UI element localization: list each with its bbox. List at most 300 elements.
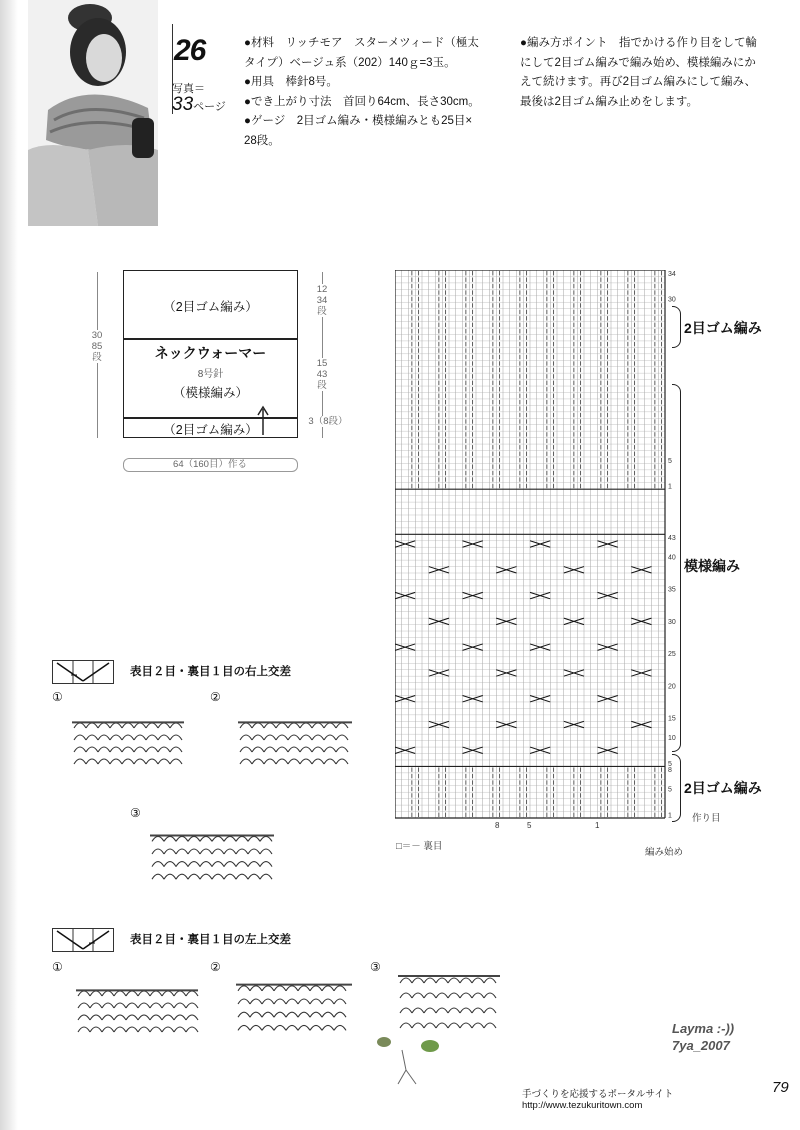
knit-loop bbox=[336, 747, 348, 752]
knit-loop bbox=[152, 874, 164, 879]
knit-loop bbox=[286, 999, 298, 1004]
knit-loop bbox=[146, 747, 158, 752]
knit-loop bbox=[322, 1025, 334, 1030]
left-dim-unit: 段 bbox=[92, 352, 102, 363]
knit-loop bbox=[74, 723, 86, 728]
chart-row-number: 34 bbox=[668, 270, 676, 278]
knit-loop bbox=[158, 723, 170, 728]
knit-loop bbox=[174, 991, 186, 996]
photo-label: 写真＝ bbox=[172, 83, 205, 95]
schematic-outline bbox=[123, 270, 298, 438]
knit-loop bbox=[324, 735, 336, 740]
knit-loop bbox=[170, 735, 182, 740]
knit-loop bbox=[138, 1027, 150, 1032]
knit-loop bbox=[436, 978, 448, 983]
knit-loop bbox=[472, 1023, 484, 1028]
right-dim-mid-cm: 15 bbox=[316, 358, 328, 369]
knit-loop bbox=[126, 1003, 138, 1008]
knit-loop bbox=[252, 735, 264, 740]
knit-loop bbox=[262, 1012, 274, 1017]
knit-loop bbox=[164, 862, 176, 867]
knit-loop bbox=[170, 723, 182, 728]
knit-loop bbox=[436, 1023, 448, 1028]
knit-loop bbox=[188, 862, 200, 867]
chart-row-number: 1 bbox=[668, 812, 672, 820]
knit-loop bbox=[176, 849, 188, 854]
schematic-pattern: （模様編み） bbox=[172, 386, 248, 400]
knit-loop bbox=[448, 1008, 460, 1013]
knit-loop bbox=[134, 735, 146, 740]
watermark-line1: Layma :-)) bbox=[672, 1021, 735, 1036]
knit-loop bbox=[472, 1008, 484, 1013]
knit-loop bbox=[240, 759, 252, 764]
knit-loop bbox=[110, 759, 122, 764]
right-dim-bot-rows: 8 bbox=[323, 416, 329, 427]
knit-loop bbox=[224, 849, 236, 854]
knit-loop bbox=[436, 1008, 448, 1013]
knit-loop bbox=[250, 1025, 262, 1030]
knit-loop bbox=[262, 986, 274, 991]
knit-loop bbox=[102, 1027, 114, 1032]
materials-text: リッチモア スターメツィード（極太 bbox=[285, 37, 479, 49]
right-dim-mid-rows: 43 bbox=[316, 369, 328, 380]
knit-loop bbox=[312, 735, 324, 740]
knit-loop bbox=[460, 993, 472, 998]
left-dim-rows: 85 bbox=[91, 341, 103, 352]
knit-loop bbox=[174, 1027, 186, 1032]
knit-loop bbox=[200, 874, 212, 879]
knit-loop bbox=[288, 735, 300, 740]
knit-loop bbox=[262, 1025, 274, 1030]
schematic-divider-top bbox=[124, 338, 297, 340]
gauge-text: 2目ゴム編み・模様編みとも25目× bbox=[296, 115, 473, 127]
left-cross-symbol-icon bbox=[53, 929, 113, 951]
knit-loop bbox=[312, 759, 324, 764]
knit-loop bbox=[162, 991, 174, 996]
knitting-points-block bbox=[520, 34, 782, 112]
knit-loop bbox=[152, 849, 164, 854]
knit-loop bbox=[102, 1003, 114, 1008]
left-dimension bbox=[86, 330, 108, 363]
chart-row-number: 5 bbox=[668, 760, 672, 768]
brace-top bbox=[672, 306, 681, 348]
materials-label: ●材料 bbox=[244, 37, 274, 49]
knit-loop bbox=[146, 735, 158, 740]
knit-loop bbox=[238, 999, 250, 1004]
knit-loop bbox=[146, 723, 158, 728]
knit-loop bbox=[212, 862, 224, 867]
knit-loop bbox=[158, 735, 170, 740]
knit-loop bbox=[484, 1023, 496, 1028]
knit-loop bbox=[336, 723, 348, 728]
knit-loop bbox=[126, 1027, 138, 1032]
knit-loop bbox=[86, 735, 98, 740]
knit-loop bbox=[324, 747, 336, 752]
knit-loop bbox=[126, 1015, 138, 1020]
knit-loop bbox=[134, 747, 146, 752]
knit-loop bbox=[114, 1015, 126, 1020]
knit-loop bbox=[288, 759, 300, 764]
knit-loop bbox=[138, 1015, 150, 1020]
brace-bottom bbox=[672, 754, 681, 822]
left-dim-cm: 30 bbox=[91, 330, 103, 341]
right-cross-symbol-icon bbox=[53, 661, 113, 683]
chart-row-number: 25 bbox=[668, 651, 676, 659]
size-label: ●でき上がり寸法 bbox=[244, 95, 332, 108]
knit-loop bbox=[212, 849, 224, 854]
knit-loop bbox=[484, 978, 496, 983]
left-cross-symbol bbox=[52, 928, 114, 952]
knit-loop bbox=[424, 978, 436, 983]
knit-loop bbox=[424, 993, 436, 998]
chart-row-number: 5 bbox=[668, 786, 672, 794]
knit-loop bbox=[236, 849, 248, 854]
knit-loop bbox=[164, 836, 176, 841]
knit-loop bbox=[472, 993, 484, 998]
knit-loop bbox=[126, 991, 138, 996]
knit-loop bbox=[74, 735, 86, 740]
knit-loop bbox=[200, 862, 212, 867]
knit-loop bbox=[460, 1008, 472, 1013]
bottom-dimension: 64（160目）作る bbox=[160, 459, 260, 470]
knit-loop bbox=[98, 723, 110, 728]
knit-loop bbox=[158, 759, 170, 764]
knit-loop bbox=[90, 1015, 102, 1020]
knit-loop bbox=[334, 986, 346, 991]
right-cross-symbol bbox=[52, 660, 114, 684]
knit-loop bbox=[122, 723, 134, 728]
chart-row-number: 1 bbox=[668, 483, 672, 491]
right-dim-mid bbox=[311, 358, 333, 391]
knit-loop bbox=[152, 836, 164, 841]
knit-loop bbox=[152, 862, 164, 867]
knit-loop bbox=[224, 862, 236, 867]
size-text: 首回り64cm、長さ30cm。 bbox=[342, 95, 480, 108]
points-line2: にして2目ゴム編みで編み始め、模様編みにか bbox=[520, 56, 756, 69]
points-line1: 指でかける作り目をして輪 bbox=[618, 37, 757, 49]
knit-loop bbox=[276, 747, 288, 752]
knit-loop bbox=[436, 993, 448, 998]
knit-loop bbox=[150, 1027, 162, 1032]
knit-loop bbox=[300, 735, 312, 740]
knit-loop bbox=[78, 1027, 90, 1032]
knit-loop bbox=[312, 747, 324, 752]
knit-loop bbox=[484, 1008, 496, 1013]
chart-label-bottom: 2目ゴム編み bbox=[684, 780, 762, 796]
materials-line2: タイプ）ベージュ系（202）140ｇ=3玉。 bbox=[244, 56, 456, 69]
knit-loop bbox=[186, 991, 198, 996]
knit-loop bbox=[336, 759, 348, 764]
knit-loop bbox=[400, 1023, 412, 1028]
decorative-sprite-icon bbox=[372, 1030, 452, 1086]
knit-loop bbox=[322, 1012, 334, 1017]
right-dim-bot-cm: 3 bbox=[308, 416, 314, 427]
knit-loop bbox=[134, 759, 146, 764]
knit-loop bbox=[324, 723, 336, 728]
points-line4: 最後は2目ゴム編み止めをします。 bbox=[520, 95, 698, 108]
knit-loop bbox=[78, 1015, 90, 1020]
knit-loop bbox=[300, 747, 312, 752]
knit-loop bbox=[264, 759, 276, 764]
knit-loop bbox=[138, 991, 150, 996]
chart-label-mid: 模様編み bbox=[684, 558, 740, 574]
knit-loop bbox=[170, 759, 182, 764]
photo-page-number: 33 bbox=[172, 94, 194, 115]
knit-loop bbox=[260, 849, 272, 854]
technique2-step2: ② bbox=[210, 960, 221, 974]
chart-column-number: 5 bbox=[527, 821, 532, 830]
knit-loop bbox=[300, 723, 312, 728]
knit-loop bbox=[170, 747, 182, 752]
knit-loop bbox=[236, 874, 248, 879]
chart-column-number: 1 bbox=[595, 821, 600, 830]
knit-loop bbox=[424, 1023, 436, 1028]
schematic-title: ネックウォーマー bbox=[154, 345, 267, 361]
brace-mid bbox=[672, 384, 681, 752]
knit-loop bbox=[102, 991, 114, 996]
knit-loop bbox=[98, 735, 110, 740]
knit-loop bbox=[274, 999, 286, 1004]
knit-loop bbox=[78, 991, 90, 996]
knit-loop bbox=[252, 759, 264, 764]
knit-loop bbox=[74, 759, 86, 764]
schematic-divider-bottom bbox=[124, 417, 297, 419]
technique1-title: 表目２目・裏目１目の右上交差 bbox=[130, 666, 291, 678]
photo-page-suffix: ページ bbox=[193, 101, 226, 113]
model-photo bbox=[28, 0, 158, 226]
knit-loop bbox=[110, 747, 122, 752]
knit-loop bbox=[250, 1012, 262, 1017]
knit-loop bbox=[250, 986, 262, 991]
knit-loop bbox=[412, 978, 424, 983]
chart-row-number: 30 bbox=[668, 296, 676, 304]
chart-row-number: 15 bbox=[668, 715, 676, 723]
knit-loop bbox=[448, 978, 460, 983]
item-number: 26 bbox=[174, 34, 206, 67]
knit-loop bbox=[188, 874, 200, 879]
knit-loop bbox=[174, 1015, 186, 1020]
page-binding-edge bbox=[0, 0, 18, 1130]
knit-loop bbox=[114, 1003, 126, 1008]
schematic-needle: 8号針 bbox=[197, 369, 224, 380]
knitting-direction-arrow-icon bbox=[257, 405, 269, 435]
knit-loop bbox=[240, 723, 252, 728]
knit-loop bbox=[412, 993, 424, 998]
knit-loop bbox=[248, 836, 260, 841]
knit-loop bbox=[264, 747, 276, 752]
technique1-step3: ③ bbox=[130, 806, 141, 820]
knit-loop bbox=[310, 1025, 322, 1030]
knit-loop bbox=[98, 759, 110, 764]
knit-loop bbox=[186, 1027, 198, 1032]
schematic-top-section: （2目ゴム編み） bbox=[163, 300, 258, 314]
knit-loop bbox=[90, 1003, 102, 1008]
right-dim-top bbox=[311, 284, 333, 317]
knit-loop bbox=[162, 1027, 174, 1032]
model-photo-illustration bbox=[28, 0, 158, 226]
knit-loop bbox=[400, 993, 412, 998]
points-title: ●編み方ポイント bbox=[520, 37, 608, 49]
knit-loop bbox=[448, 993, 460, 998]
knitting-chart bbox=[395, 270, 677, 830]
watermark-line2: 7ya_2007 bbox=[672, 1038, 730, 1053]
knit-loop bbox=[162, 1003, 174, 1008]
knit-loop bbox=[122, 735, 134, 740]
right-dim-top-unit: 段 bbox=[317, 306, 327, 317]
chart-row-number: 5 bbox=[668, 457, 672, 465]
photo-page-ref bbox=[172, 94, 226, 116]
knit-loop bbox=[460, 978, 472, 983]
knit-loop bbox=[460, 1023, 472, 1028]
knit-loop bbox=[146, 759, 158, 764]
schematic-bottom-section: （2目ゴム編み） bbox=[163, 423, 258, 437]
knit-loop bbox=[298, 986, 310, 991]
knit-loop bbox=[176, 862, 188, 867]
knit-loop bbox=[98, 747, 110, 752]
technique2-title: 表目２目・裏目１目の左上交差 bbox=[130, 934, 291, 946]
knit-loop bbox=[164, 849, 176, 854]
chart-row-number: 20 bbox=[668, 683, 676, 691]
knit-loop bbox=[286, 1012, 298, 1017]
knit-loop bbox=[260, 874, 272, 879]
knit-loop bbox=[248, 862, 260, 867]
right-dim-bot-unit: 段 bbox=[328, 416, 339, 427]
tools-label: ●用具 bbox=[244, 76, 274, 88]
knit-loop bbox=[186, 1003, 198, 1008]
knit-loop bbox=[274, 1025, 286, 1030]
chart-legend: □＝－ 裏目 bbox=[396, 841, 443, 852]
knit-loop bbox=[224, 874, 236, 879]
knit-loop bbox=[188, 849, 200, 854]
chart-row-number: 43 bbox=[668, 535, 676, 543]
knit-loop bbox=[400, 978, 412, 983]
technique1-step2: ② bbox=[210, 690, 221, 704]
knit-loop bbox=[322, 999, 334, 1004]
chart-label-top: 2目ゴム編み bbox=[684, 320, 762, 336]
right-dim-mid-unit: 段 bbox=[317, 380, 327, 391]
knit-loop bbox=[200, 849, 212, 854]
materials-block bbox=[244, 34, 509, 151]
knit-loop bbox=[138, 1003, 150, 1008]
knit-loop bbox=[252, 723, 264, 728]
knit-loop bbox=[224, 836, 236, 841]
knit-loop bbox=[176, 874, 188, 879]
chart-column-number: 8 bbox=[495, 821, 500, 830]
knit-loop bbox=[472, 978, 484, 983]
chart-row-number: 8 bbox=[668, 767, 672, 775]
right-dim-top-rows: 34 bbox=[316, 295, 328, 306]
cast-on-label: 作り目 bbox=[692, 813, 721, 824]
knit-loop bbox=[400, 1008, 412, 1013]
knit-loop bbox=[186, 1015, 198, 1020]
knit-loop bbox=[298, 999, 310, 1004]
knit-loop bbox=[260, 862, 272, 867]
knit-loop bbox=[90, 991, 102, 996]
knit-loop bbox=[86, 759, 98, 764]
knit-loop bbox=[74, 747, 86, 752]
technique2-step2-illustration bbox=[232, 960, 356, 1048]
knit-loop bbox=[412, 1023, 424, 1028]
knit-loop bbox=[274, 986, 286, 991]
knitting-chart-grid bbox=[395, 270, 677, 830]
footer-text: 手づくりを応援するポータルサイト http://www.tezukuritown.com bbox=[522, 1089, 683, 1111]
knit-loop bbox=[334, 1025, 346, 1030]
knit-loop bbox=[312, 723, 324, 728]
knit-loop bbox=[334, 999, 346, 1004]
knit-loop bbox=[150, 1015, 162, 1020]
knit-loop bbox=[240, 747, 252, 752]
knit-loop bbox=[114, 991, 126, 996]
knit-loop bbox=[78, 1003, 90, 1008]
knit-loop bbox=[212, 836, 224, 841]
knit-loop bbox=[248, 849, 260, 854]
chart-row-number: 35 bbox=[668, 586, 676, 594]
technique2-step1-illustration bbox=[72, 968, 202, 1048]
technique1-step2-illustration bbox=[234, 700, 356, 780]
knit-loop bbox=[102, 1015, 114, 1020]
knit-loop bbox=[298, 1012, 310, 1017]
knit-loop bbox=[150, 1003, 162, 1008]
knit-loop bbox=[200, 836, 212, 841]
chart-row-number: 10 bbox=[668, 734, 676, 742]
knit-loop bbox=[236, 862, 248, 867]
knit-loop bbox=[134, 723, 146, 728]
points-line3: えて続けます。再び2目ゴム編みにして編み、 bbox=[520, 76, 757, 88]
knit-loop bbox=[286, 986, 298, 991]
technique1-step1: ① bbox=[52, 690, 63, 704]
technique2-step3: ③ bbox=[370, 960, 381, 974]
knit-loop bbox=[110, 723, 122, 728]
knit-loop bbox=[262, 999, 274, 1004]
knit-loop bbox=[276, 723, 288, 728]
knit-loop bbox=[412, 1008, 424, 1013]
knit-loop bbox=[238, 1025, 250, 1030]
knit-loop bbox=[212, 874, 224, 879]
knit-loop bbox=[158, 747, 170, 752]
knit-loop bbox=[110, 735, 122, 740]
knit-loop bbox=[122, 747, 134, 752]
right-dim-bottom: 3（8段） bbox=[308, 416, 348, 427]
watermark bbox=[672, 1020, 734, 1054]
knit-loop bbox=[174, 1003, 186, 1008]
knit-loop bbox=[238, 986, 250, 991]
knit-loop bbox=[86, 723, 98, 728]
chart-row-number: 30 bbox=[668, 618, 676, 626]
right-dim-top-cm: 12 bbox=[316, 284, 328, 295]
technique2-step1: ① bbox=[52, 960, 63, 974]
knit-loop bbox=[264, 723, 276, 728]
knit-loop bbox=[164, 874, 176, 879]
knit-loop bbox=[150, 991, 162, 996]
knit-loop bbox=[236, 836, 248, 841]
knit-loop bbox=[288, 723, 300, 728]
knit-loop bbox=[114, 1027, 126, 1032]
start-label: 編み始め bbox=[645, 847, 684, 858]
knit-loop bbox=[252, 747, 264, 752]
knit-loop bbox=[334, 1012, 346, 1017]
knit-loop bbox=[264, 735, 276, 740]
chart-row-number: 40 bbox=[668, 554, 676, 562]
knit-loop bbox=[248, 874, 260, 879]
knit-loop bbox=[288, 747, 300, 752]
knit-loop bbox=[260, 836, 272, 841]
knit-loop bbox=[274, 1012, 286, 1017]
knit-loop bbox=[276, 759, 288, 764]
knit-loop bbox=[176, 836, 188, 841]
gauge-line2: 28段。 bbox=[244, 134, 280, 147]
knit-loop bbox=[188, 836, 200, 841]
tools-text: 棒針8号。 bbox=[285, 76, 338, 88]
